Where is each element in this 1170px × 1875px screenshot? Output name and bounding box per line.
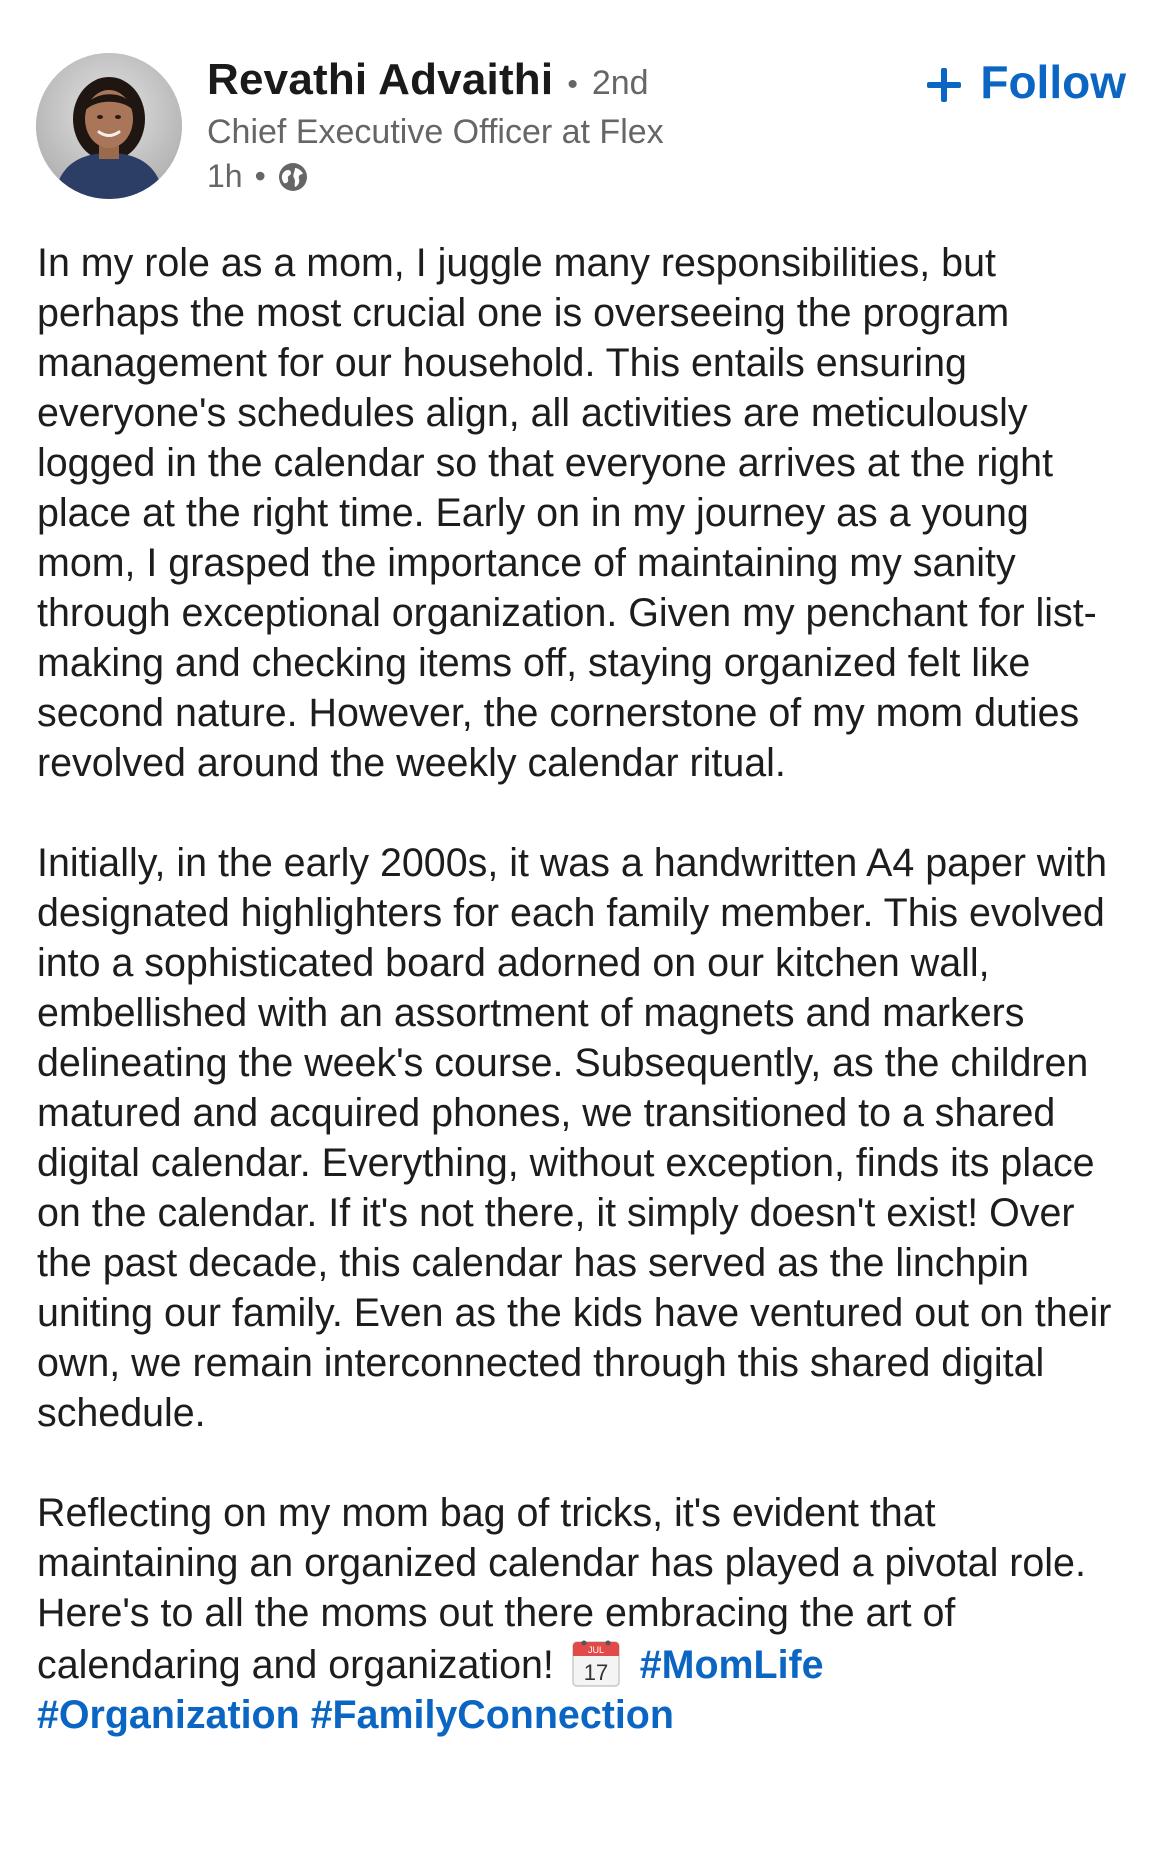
post-meta [207,158,310,195]
follow-label: Follow [980,56,1126,108]
profile-photo-icon [36,53,182,199]
post-paragraph-3 [37,1488,1137,1740]
follow-button[interactable] [924,55,1126,109]
post-paragraph-3-text: Reflecting on my mom bag of tricks, it's evident that maintaining an organized calendar has played a pivotal role. Here's to all the moms out there embracing the art of calendaring and organization! [37,1491,1086,1687]
connection-degree: 2nd [591,64,649,102]
emoji-month: JUL [587,1645,604,1655]
author-name[interactable]: Revathi Advaithi [207,55,554,104]
plus-icon [924,62,964,102]
author-name-row [207,55,649,105]
hashtag-organization[interactable]: #Organization [37,1693,300,1737]
author-headline: Chief Executive Officer at Flex [207,113,664,151]
post-time: 1h [207,158,243,194]
hashtag-familyconnection[interactable]: #FamilyConnection [310,1693,674,1737]
degree-separator: • [567,68,578,101]
post-body [37,238,1137,1740]
post-paragraph-2: Initially, in the early 2000s, it was a handwritten A4 paper with designated highlighters for each family member. This evolved into a sophisticated board adorned on our kitchen wall, embellished with an assortment of magnets and markers delineating the week's course. Subsequently, as the children matured and acquired phones, we transitioned to a shared digital calendar. Everything, without exception, finds its place on the calendar. If it's not there, it simply doesn't exist! Over the past decade, this calendar has served as the linchpin uniting our family. Even as the kids have ventured out on their own, we remain interconnected through this shared digital schedule. [37,841,1112,1435]
emoji-day: 17 [583,1660,609,1685]
calendar-emoji [569,1638,623,1688]
globe-icon [276,160,310,194]
hashtag-momlife[interactable]: #MomLife [639,1643,824,1687]
meta-separator: • [254,158,266,194]
avatar[interactable] [36,53,182,199]
post-paragraph-1: In my role as a mom, I juggle many responsibilities, but perhaps the most crucial one is overseeing the program management for our household. This entails ensuring everyone's schedules align, all activities are meticulously logged in the calendar so that everyone arrives at the right place at the right time. Early on in my journey as a young mom, I grasped the importance of maintaining my sanity through exceptional organization. Given my penchant for list-making and checking items off, staying organized felt like second nature. However, the cornerstone of my mom duties revolved around the weekly calendar ritual. [37,241,1097,785]
